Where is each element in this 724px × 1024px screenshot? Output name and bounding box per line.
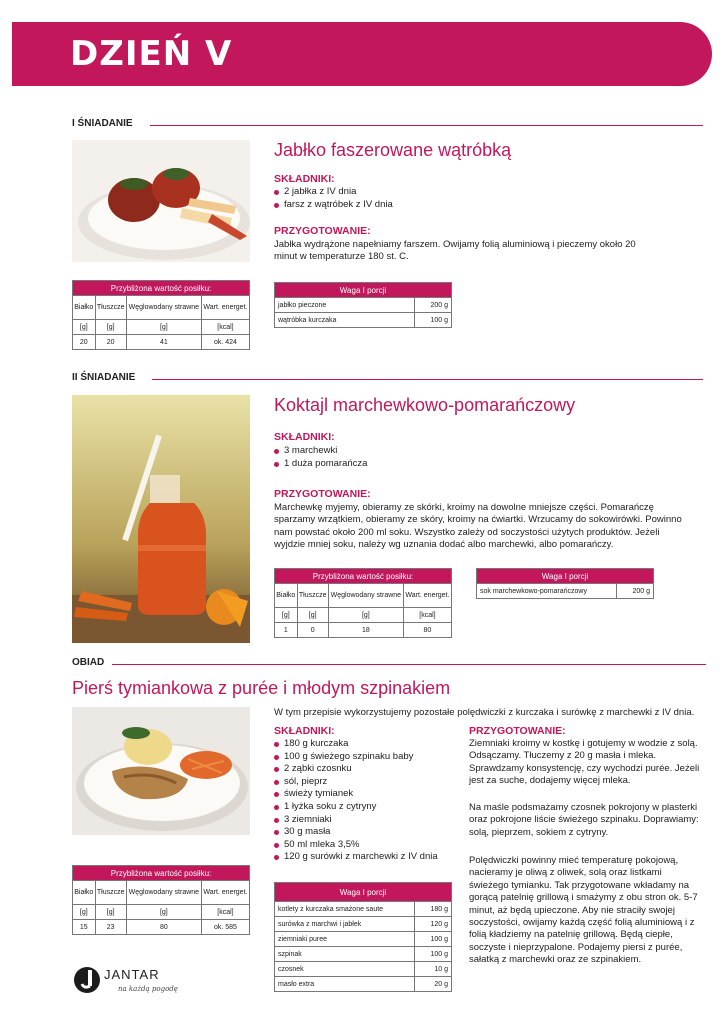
ingredient-item: 50 ml mleka 3,5% [274, 839, 464, 852]
nutrition-table-header: Przybliżona wartość posiłku: [275, 569, 452, 584]
nutrition-col: Tłuszcze [95, 881, 126, 905]
weight-item: ziemniaki puree [275, 932, 415, 947]
nutrition-value: 20 [95, 335, 126, 350]
section-heading-breakfast2: II ŚNIADANIE [72, 372, 136, 383]
weight-value: 200 g [415, 298, 452, 313]
nutrition-col: Białko [275, 584, 298, 608]
day-title: DZIEŃ V [70, 34, 233, 74]
weight-value: 100 g [415, 947, 452, 962]
nutrition-unit: [kcal] [403, 608, 451, 623]
ingredient-item: 1 duża pomarańcza [274, 458, 604, 471]
nutrition-unit: [g] [73, 320, 96, 335]
nutrition-unit: [g] [126, 905, 201, 920]
preparation-header: PRZYGOTOWANIE: [274, 225, 371, 237]
section-heading-breakfast1: I ŚNIADANIE [72, 118, 133, 129]
nutrition-col: Wart. energet. [201, 296, 249, 320]
weight-item: masło extra [275, 977, 415, 992]
nutrition-value: 18 [328, 623, 403, 638]
nutrition-unit: [kcal] [201, 905, 249, 920]
nutrition-col: Węglowodany strawne [126, 881, 201, 905]
preparation-text: Ziemniaki kroimy w kostkę i gotujemy w wodzie z solą. Odsączamy. Tłuczemy z 20 g masła i mleka. Sprawdzamy konsystencję, czy wychodzi purée. Jeżeli jest za suche, dodajemy więcej mleka. [469, 738, 700, 787]
nutrition-unit: [g] [328, 608, 403, 623]
weight-value: 180 g [415, 902, 452, 917]
nutrition-value: 80 [126, 920, 201, 935]
brand-name: JANTAR [104, 967, 160, 982]
ingredient-item: 3 ziemniaki [274, 814, 464, 827]
nutrition-value: 20 [73, 335, 96, 350]
nutrition-value: 80 [403, 623, 451, 638]
ingredients-list [274, 186, 604, 211]
portion-weight-table [274, 282, 452, 328]
ingredient-item: 120 g surówki z marchewki z IV dnia [274, 851, 464, 864]
nutrition-value: ok. 585 [201, 920, 249, 935]
nutrition-unit: [kcal] [201, 320, 249, 335]
preparation-text: Polędwiczki powinny mieć temperaturę pokojową, nacieramy je oliwą z oliwek, solą oraz listkami świeżego tymianku. Tak przygotowane wkładamy na gorącą patelnię grillową i smażymy z obu stron ok. 5-7 minut, aż będą upieczone. Aby nie straciły swojej soczystości, owijamy każdą część folią aluminiową i z folią kładziemy na patelnię grillową. Będą ciepłe, soczyste i nieprzypalone. Podajemy piersi z purée, sałatką z marchewki oraz ze szpinakiem. [469, 855, 698, 966]
nutrition-table [72, 280, 250, 350]
ingredient-item: 30 g masła [274, 826, 464, 839]
portion-weight-table [274, 882, 452, 992]
ingredient-item: 2 ząbki czosnku [274, 763, 464, 776]
section-rule [112, 664, 706, 665]
recipe-title-lunch: Pierś tymiankowa z purée i młodym szpinakiem [72, 678, 451, 698]
weight-item: sok marchewkowo-pomarańczowy [477, 584, 617, 599]
brand-logo-mark [74, 965, 100, 995]
nutrition-value: ok. 424 [201, 335, 249, 350]
nutrition-unit: [g] [95, 905, 126, 920]
ingredient-item: 100 g świeżego szpinaku baby [274, 751, 464, 764]
weight-value: 120 g [415, 917, 452, 932]
brand-tagline: na każdą pogodę [118, 985, 178, 993]
nutrition-table [274, 568, 452, 638]
preparation-text: Marchewkę myjemy, obieramy ze skórki, kroimy na dowolne mniejsze części. Pomarańczę sparzamy wrzątkiem, obieramy ze skóry, kroimy na ćwiartki. Wrzucamy do sokowirówki. Powinno nam powstać około 200 ml soku. Wszystko zależy od soczystości użytych produktów. Jeżeli wyjdzie mniej soku, należy wg uznania dodać albo marchewki, albo pomarańczy. [274, 502, 682, 551]
nutrition-table [72, 865, 250, 935]
ingredient-item: 3 marchewki [274, 445, 604, 458]
chicken-puree-photo [72, 707, 250, 835]
preparation-header: PRZYGOTOWANIE: [274, 488, 371, 500]
nutrition-value: 0 [297, 623, 328, 638]
nutrition-col: Węglowodany strawne [126, 296, 201, 320]
nutrition-col: Wart. energet. [201, 881, 249, 905]
weight-item: kotlety z kurczaka smażone saute [275, 902, 415, 917]
nutrition-value: 15 [73, 920, 96, 935]
ingredient-item: świeży tymianek [274, 788, 464, 801]
ingredients-list [274, 445, 604, 470]
weight-value: 20 g [415, 977, 452, 992]
nutrition-value: 23 [95, 920, 126, 935]
preparation-text: Na maśle podsmażamy czosnek pokrojony w plasterki oraz pokrojone liście świeżego szpinaku. Doprawiamy: solą, pieprzem, sokiem z cytryny. [469, 802, 699, 838]
weight-value: 100 g [415, 313, 452, 328]
nutrition-col: Węglowodany strawne [328, 584, 403, 608]
ingredient-item: sól, pieprz [274, 776, 464, 789]
recipe-intro: W tym przepisie wykorzystujemy pozostałe polędwiczki z kurczaka i surówkę z marchewki z IV dnia. [274, 707, 695, 718]
nutrition-col: Tłuszcze [297, 584, 328, 608]
section-heading-lunch: OBIAD [72, 657, 105, 668]
ingredients-header: SKŁADNIKI: [274, 431, 335, 443]
section-rule [150, 125, 703, 126]
stuffed-apple-photo [72, 140, 250, 262]
nutrition-unit: [g] [95, 320, 126, 335]
nutrition-table-header: Przybliżona wartość posiłku: [73, 281, 250, 296]
weight-item: surówka z marchwi i jabłek [275, 917, 415, 932]
nutrition-value: 41 [126, 335, 201, 350]
nutrition-unit: [g] [297, 608, 328, 623]
nutrition-unit: [g] [275, 608, 298, 623]
ingredient-item: farsz z wątróbek z IV dnia [274, 199, 604, 212]
carrot-juice-photo [72, 395, 250, 643]
day-banner [12, 22, 712, 86]
preparation-text: Jabłka wydrążone napełniamy farszem. Owijamy folią aluminiową i pieczemy około 20 minut w temperaturze 180 st. C. [274, 239, 636, 263]
weight-value: 200 g [617, 584, 654, 599]
weight-table-header: Waga I porcji [275, 883, 452, 902]
nutrition-unit: [g] [126, 320, 201, 335]
weight-value: 100 g [415, 932, 452, 947]
ingredients-header: SKŁADNIKI: [274, 725, 335, 737]
recipe-title-breakfast2: Koktajl marchewkowo-pomarańczowy [274, 395, 576, 415]
nutrition-unit: [g] [73, 905, 96, 920]
ingredient-item: 2 jabłka z IV dnia [274, 186, 604, 199]
nutrition-col: Tłuszcze [95, 296, 126, 320]
nutrition-col: Białko [73, 296, 96, 320]
nutrition-table-header: Przybliżona wartość posiłku: [73, 866, 250, 881]
preparation-header: PRZYGOTOWANIE: [469, 725, 566, 737]
portion-weight-table [476, 568, 654, 599]
weight-item: jabłko pieczone [275, 298, 415, 313]
recipe-title-breakfast1: Jabłko faszerowane wątróbką [274, 140, 512, 160]
ingredient-item: 1 łyżka soku z cytryny [274, 801, 464, 814]
weight-table-header: Waga I porcji [275, 283, 452, 298]
ingredient-item: 180 g kurczaka [274, 738, 464, 751]
weight-item: wątróbka kurczaka [275, 313, 415, 328]
ingredients-header: SKŁADNIKI: [274, 173, 335, 185]
weight-item: czosnek [275, 962, 415, 977]
ingredients-list [274, 738, 464, 864]
nutrition-col: Wart. energet. [403, 584, 451, 608]
nutrition-value: 1 [275, 623, 298, 638]
weight-table-header: Waga I porcji [477, 569, 654, 584]
weight-item: szpinak [275, 947, 415, 962]
weight-value: 10 g [415, 962, 452, 977]
section-rule [152, 379, 703, 380]
nutrition-col: Białko [73, 881, 96, 905]
